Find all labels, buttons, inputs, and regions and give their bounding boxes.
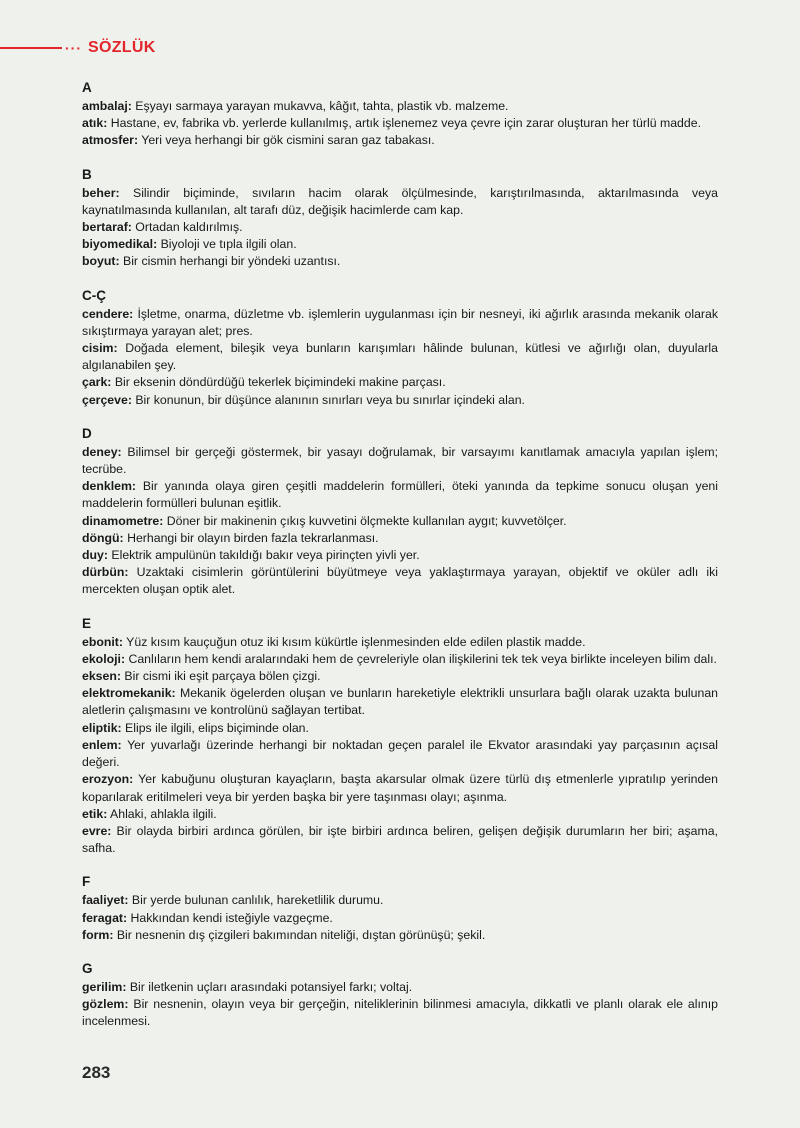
- entry-definition: Bir nesnenin dış çizgileri bakımından niteliği, dıştan görünüşü; şekil.: [113, 927, 486, 942]
- glossary-section: [82, 960, 718, 1031]
- entry-definition: Elips ile ilgili, elips biçiminde olan.: [121, 720, 309, 735]
- glossary-entry: [82, 132, 718, 149]
- entry-definition: Doğada element, bileşik veya bunların karışımları hâlinde bulunan, kütlesi ve ağırlığı olan, duyularla algılanabilen şey.: [82, 341, 718, 373]
- entry-term: evre:: [82, 823, 112, 838]
- entry-definition: Bir yerde bulunan canlılık, hareketlilik durumu.: [128, 893, 384, 908]
- entry-definition: Canlıların hem kendi aralarındaki hem de çevreleriyle olan ilişkilerini tek tek veya birlikte inceleyen bilim dalı.: [125, 651, 717, 666]
- glossary-entry: [82, 392, 718, 409]
- section-letter: D: [82, 425, 92, 441]
- entry-term: atmosfer:: [82, 133, 139, 148]
- glossary-entry: [82, 340, 718, 374]
- entry-definition: Bilimsel bir gerçeği göstermek, bir yasayı doğrulamak, bir varsayımı kanıtlamak amacıyla yapılan işlem; tecrübe.: [82, 444, 718, 477]
- entry-term: biyomedikal:: [82, 237, 158, 252]
- entry-definition: Bir cismi iki eşit parçaya bölen çizgi.: [120, 669, 321, 684]
- entry-definition: Hakkından kendi isteğiyle vazgeçme.: [127, 910, 333, 925]
- entry-definition: Bir iletkenin uçları arasındaki potansiyel farkı; voltaj.: [126, 979, 413, 994]
- glossary-entry: [82, 513, 718, 530]
- entry-term: döngü:: [82, 530, 124, 545]
- glossary-entry: [82, 530, 718, 547]
- section-letter: E: [82, 615, 92, 631]
- page-title: SÖZLÜK: [88, 39, 156, 56]
- glossary-entry: [82, 115, 718, 132]
- glossary-entry: [82, 374, 718, 391]
- glossary-entry: [82, 910, 718, 927]
- glossary-entry: [82, 927, 718, 944]
- entry-term: form:: [82, 927, 114, 942]
- glossary-entry: [82, 564, 718, 598]
- glossary-entry: [82, 219, 718, 236]
- glossary-section: [82, 287, 718, 409]
- glossary-entry: [82, 996, 718, 1030]
- entry-definition: Eşyayı sarmaya yarayan mukavva, kâğıt, tahta, plastik vb. malzeme.: [131, 99, 509, 113]
- glossary-entry: [82, 306, 718, 340]
- entry-term: faaliyet:: [82, 893, 129, 908]
- entry-definition: Yer kabuğunu oluşturan kayaçların, başta akarsular olmak üzere türlü dış etmenlerle yıpratılıp yerinden koparılarak eritilmeleri veya bir yerden başka bir yere taşınması olayı; aşınma.: [82, 772, 718, 804]
- glossary-entry: [82, 737, 718, 771]
- glossary-entry: [82, 651, 718, 668]
- entry-definition: Bir eksenin döndürdüğü tekerlek biçimindeki makine parçası.: [111, 375, 446, 390]
- glossary-section: [82, 79, 718, 150]
- entry-definition: Bir olayda birbiri ardınca görülen, bir işte birbiri ardınca beliren, gelişen değişik durumların her biri; aşama, safha.: [82, 823, 718, 856]
- entry-term: eksen:: [82, 669, 121, 684]
- entry-term: beher:: [82, 185, 120, 200]
- glossary-entry: [82, 771, 718, 805]
- entry-term: cendere:: [82, 306, 134, 321]
- entry-definition: Mekanik ögelerden oluşan ve bunların hareketiyle elektrikli unsurlara bağlı olarak uzakta bulunan aletlerin çalışmasını ve kontrolünü sağlayan tertibat.: [82, 686, 718, 718]
- entry-term: bertaraf:: [82, 220, 132, 235]
- entry-definition: Uzaktaki cisimlerin görüntülerini büyütmeye veya yaklaştırmaya yarayan, objektif ve oküler adlı iki mercekten oluşan optik alet.: [82, 565, 718, 597]
- entry-term: gözlem:: [82, 997, 129, 1012]
- glossary-entry: [82, 806, 718, 823]
- section-letter: A: [82, 80, 92, 95]
- entry-definition: Biyoloji ve tıpla ilgili olan.: [157, 237, 297, 252]
- glossary-entry: [82, 253, 718, 270]
- entry-term: duy:: [82, 548, 108, 563]
- glossary-entry: [82, 236, 718, 253]
- glossary-entry: [82, 478, 718, 512]
- entry-term: elektromekanik:: [82, 686, 176, 701]
- page-header: [0, 38, 156, 58]
- glossary-entry: [82, 892, 718, 909]
- entry-term: dürbün:: [82, 565, 129, 580]
- glossary-entry: [82, 444, 718, 478]
- glossary-section: [82, 873, 718, 944]
- glossary-entry: [82, 668, 718, 685]
- entry-term: etik:: [82, 806, 108, 821]
- entry-term: ekoloji:: [82, 651, 126, 666]
- glossary-section: [82, 166, 718, 271]
- entry-definition: Elektrik ampulünün takıldığı bakır veya pirinçten yivli yer.: [107, 548, 420, 563]
- glossary-entry: [82, 547, 718, 564]
- entry-term: deney:: [82, 444, 122, 459]
- glossary-entry: [82, 720, 718, 737]
- entry-definition: Yüz kısım kauçuğun otuz iki kısım kükürtle işlenmesinden elde edilen plastik madde.: [122, 634, 586, 649]
- entry-term: çark:: [82, 375, 112, 390]
- entry-term: atık:: [82, 116, 108, 131]
- entry-definition: Yer yuvarlağı üzerinde herhangi bir noktadan geçen paralel ile Ekvator arasındaki yay parçasının açısal değeri.: [82, 737, 718, 770]
- entry-term: enlem:: [82, 737, 122, 752]
- entry-term: dinamometre:: [82, 513, 164, 528]
- entry-term: ambalaj:: [82, 99, 132, 113]
- entry-term: ebonit:: [82, 634, 123, 649]
- entry-definition: Ahlaki, ahlakla ilgili.: [107, 806, 217, 821]
- section-letter: C-Ç: [82, 287, 106, 303]
- page-number: 283: [82, 1063, 111, 1082]
- entry-definition: Ortadan kaldırılmış.: [131, 220, 243, 235]
- entry-term: boyut:: [82, 254, 120, 269]
- entry-definition: Bir konunun, bir düşünce alanının sınırları veya bu sınırlar içindeki alan.: [131, 392, 525, 407]
- entry-definition: Hastane, ev, fabrika vb. yerlerde kullanılmış, artık işlenemez veya çevre için zarar oluşturan her türlü madde.: [107, 116, 701, 131]
- header-dots: ···: [65, 40, 82, 56]
- entry-term: çerçeve:: [82, 392, 132, 407]
- section-letter: F: [82, 874, 91, 890]
- glossary-section: [82, 425, 718, 599]
- glossary-entry: [82, 979, 718, 996]
- section-letter: G: [82, 960, 93, 976]
- entry-definition: İşletme, onarma, düzletme vb. işlemlerin uygulanması için bir nesneyi, iki ağırlık arasında mekanik olarak sıkıştırmaya yarayan alet; pres.: [82, 306, 718, 338]
- entry-definition: Yeri veya herhangi bir gök cismini saran gaz tabakası.: [138, 133, 435, 148]
- glossary-entry: [82, 823, 718, 857]
- entry-term: cisim:: [82, 341, 118, 356]
- glossary-entry: [82, 98, 718, 115]
- entry-term: eliptik:: [82, 720, 122, 735]
- glossary-entry: [82, 185, 718, 219]
- glossary-content: [82, 79, 718, 1047]
- header-rule: [0, 47, 62, 49]
- glossary-section: [82, 615, 718, 858]
- entry-term: gerilim:: [82, 979, 127, 994]
- section-letter: B: [82, 166, 92, 182]
- glossary-entry: [82, 685, 718, 719]
- entry-definition: Herhangi bir olayın birden fazla tekrarlanması.: [123, 530, 379, 545]
- glossary-entry: [82, 634, 718, 651]
- entry-term: denklem:: [82, 479, 136, 494]
- entry-definition: Bir nesnenin, olayın veya bir gerçeğin, niteliklerinin bilinmesi amacıyla, dikkatli ve planlı olarak ele alınıp incelenmesi.: [82, 997, 718, 1029]
- entry-term: feragat:: [82, 910, 128, 925]
- entry-definition: Döner bir makinenin çıkış kuvvetini ölçmekte kullanılan aygıt; kuvvetölçer.: [163, 513, 567, 528]
- entry-term: erozyon:: [82, 772, 134, 787]
- entry-definition: Bir cismin herhangi bir yöndeki uzantısı.: [119, 254, 341, 269]
- entry-definition: Bir yanında olaya giren çeşitli maddelerin formülleri, öteki yanında da tepkime sonucu oluşan yeni maddelerin formülleri bulunan eşitlik.: [82, 479, 718, 511]
- entry-definition: Silindir biçiminde, sıvıların hacim olarak ölçülmesinde, karıştırılmasında, aktarılmasında veya kaynatılmasında kullanılan, alt tarafı düz, değişik hacimlerde cam kap.: [82, 185, 718, 217]
